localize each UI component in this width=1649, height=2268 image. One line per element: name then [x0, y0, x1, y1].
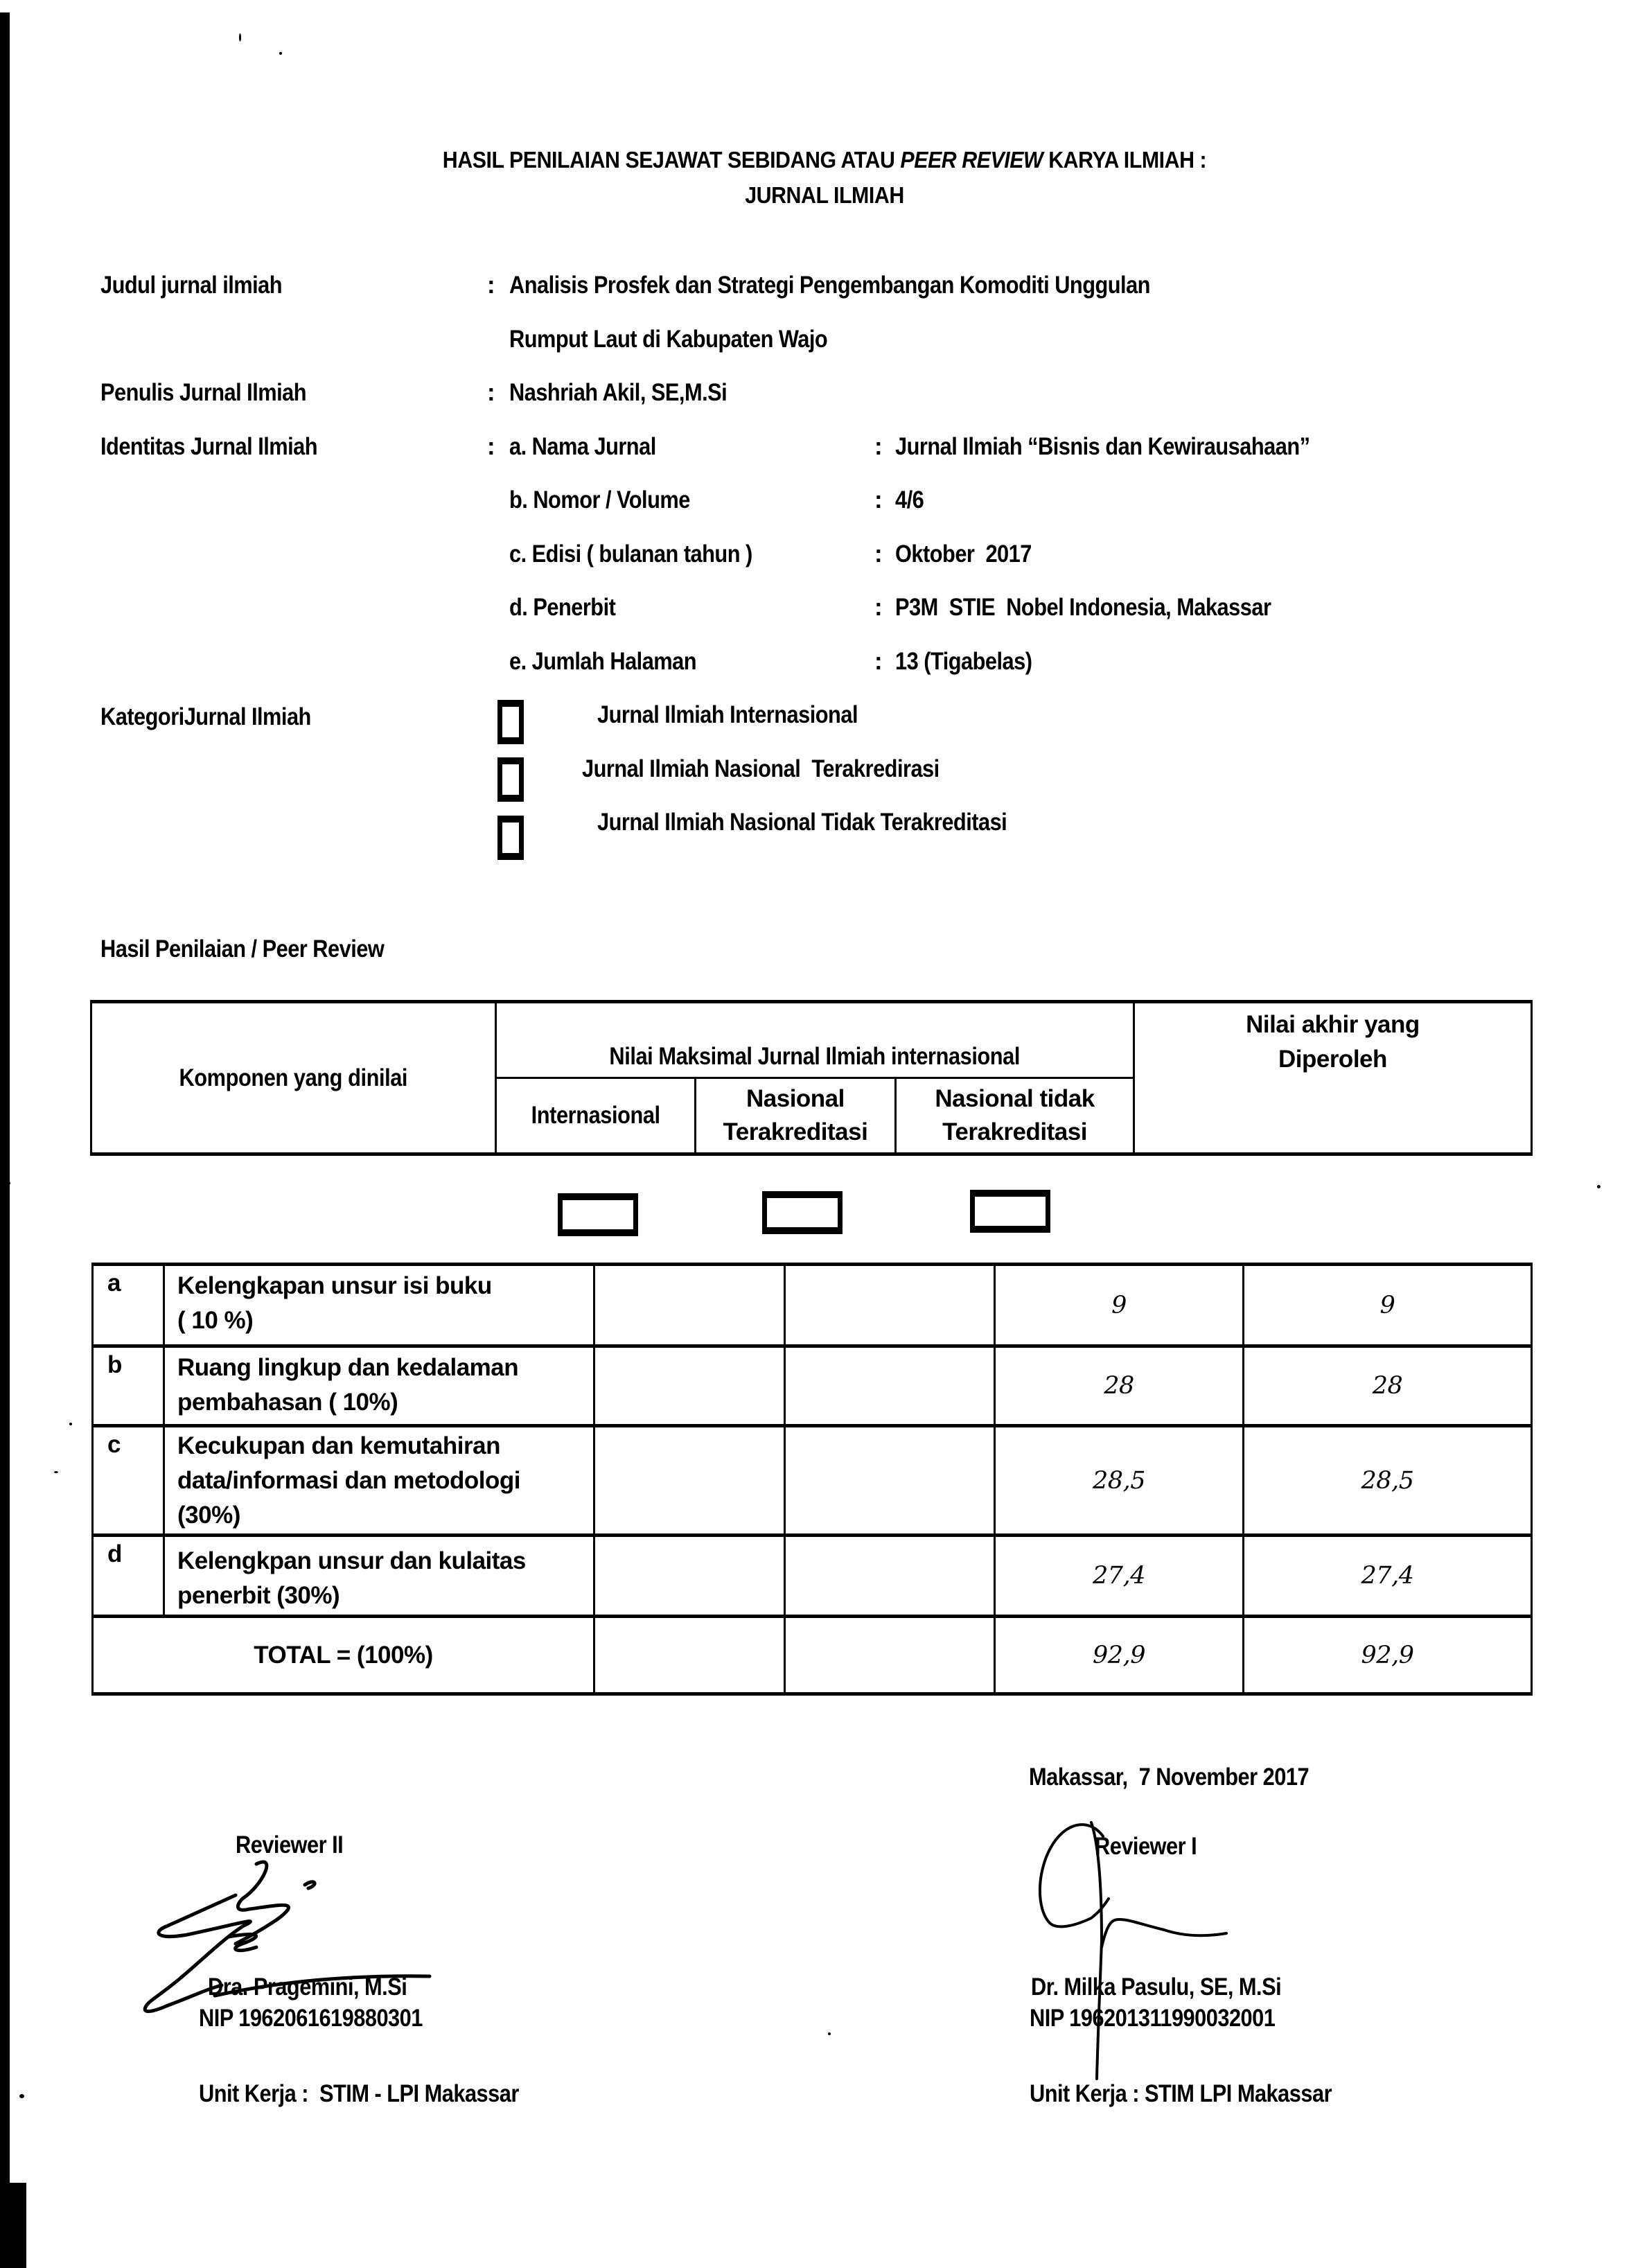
kategori-checkbox-nasional-terakreditasi[interactable] [497, 757, 524, 802]
row-komponen-line: Kecukupan dan kemutahiran [177, 1432, 500, 1459]
field-value-text: Oktober 2017 [895, 540, 1032, 568]
reviewer2-unit [199, 2080, 563, 2108]
table-row [93, 1426, 1532, 1536]
review-header-table [90, 1000, 1533, 1156]
reviewer2-nip-text: NIP 1962061619880301 [199, 2005, 423, 2032]
header-nilai-maksimal [496, 1002, 1134, 1078]
cell-internasional[interactable] [594, 1346, 785, 1426]
cell-nasional[interactable] [785, 1426, 995, 1536]
kategori-checkbox-nasional-tidak-terakreditasi[interactable] [497, 816, 524, 860]
field-label-text: d. Penerbit [509, 594, 616, 621]
row-komponen-line: pembahasan ( 10%) [177, 1389, 398, 1416]
cell-nilai-akhir[interactable]: 28,5 [1244, 1426, 1532, 1536]
cell-nasional[interactable] [785, 1536, 995, 1617]
row-key: d [93, 1536, 164, 1617]
row-komponen-line: Ruang lingkup dan kedalaman [177, 1354, 519, 1381]
document-title-line1 [66, 147, 1583, 173]
review-section-title-text: Hasil Penilaian / Peer Review [100, 935, 385, 962]
cell-internasional[interactable] [594, 1536, 785, 1617]
kategori-label [100, 703, 340, 731]
row-komponen [164, 1426, 594, 1536]
field-nama-jurnal-value [895, 433, 1366, 461]
judul-value-text2: Rumput Laut di Kabupaten Wajo [509, 326, 828, 353]
kategori-option-internasional [597, 701, 893, 729]
place-date-text: Makassar, 7 November 2017 [1029, 1764, 1310, 1791]
row-komponen [164, 1536, 594, 1617]
cell-nasional-tidak[interactable]: 9 [995, 1265, 1244, 1346]
reviewer1-signature [1025, 1802, 1303, 2107]
cell-nasional-tidak[interactable]: 27,4 [995, 1536, 1244, 1617]
penulis-label [100, 379, 335, 407]
kategori-option-text: Jurnal Ilmiah Internasional [597, 701, 858, 728]
cell-internasional[interactable] [594, 1265, 785, 1346]
field-colon: : [874, 433, 883, 460]
table-row [93, 1346, 1532, 1426]
scan-edge-shadow [0, 2183, 26, 2268]
cell-nilai-akhir[interactable]: 9 [1244, 1265, 1532, 1346]
row-komponen-line: Kelengkapan unsur isi buku [177, 1272, 492, 1299]
field-edisi-label [509, 540, 786, 568]
cell-internasional[interactable] [594, 1426, 785, 1536]
judul-colon: : [487, 272, 495, 299]
reviewer2-unit-text: Unit Kerja : STIM - LPI Makassar [199, 2080, 519, 2107]
reviewer1-unit-text: Unit Kerja : STIM LPI Makassar [1030, 2080, 1332, 2107]
row-komponen-line: penerbit (30%) [177, 1582, 340, 1609]
field-nomor-volume-label [509, 486, 714, 514]
reviewer2-role-text: Reviewer II [236, 1831, 344, 1858]
total-nasional[interactable] [785, 1617, 995, 1694]
table-row [93, 1265, 1532, 1346]
header-nasional-line1: Nasional [746, 1085, 845, 1112]
field-penerbit-label [509, 594, 630, 622]
penulis-colon: : [487, 379, 495, 406]
total-nasional-tidak[interactable]: 92,9 [995, 1617, 1244, 1694]
header-nilai-akhir [1134, 1002, 1531, 1154]
reviewer1-unit [1030, 2080, 1373, 2108]
row-komponen-line: data/informasi dan metodologi [177, 1467, 520, 1494]
scan-speck [19, 2094, 24, 2098]
cell-nilai-akhir[interactable]: 27,4 [1244, 1536, 1532, 1617]
title-prefix: HASIL PENILAIAN SEJAWAT SEBIDANG ATAU [442, 147, 901, 173]
cell-nasional-tidak[interactable]: 28,5 [995, 1426, 1244, 1536]
header-komponen [91, 1002, 496, 1154]
field-label-text: a. Nama Jurnal [509, 433, 656, 460]
header-nasional-tidak-line2: Terakreditasi [942, 1118, 1087, 1145]
field-value-text: 13 (Tigabelas) [895, 648, 1032, 675]
penulis-value [509, 379, 757, 407]
header-nasional-line2: Terakreditasi [723, 1118, 868, 1145]
title-suffix: KARYA ILMIAH : [1043, 147, 1207, 173]
total-label: TOTAL = (100%) [93, 1617, 594, 1694]
cell-nasional-tidak[interactable]: 28 [995, 1346, 1244, 1426]
field-nama-jurnal-label [509, 433, 676, 461]
field-colon: : [874, 648, 883, 675]
field-colon: : [874, 486, 883, 513]
field-jumlah-halaman-value [895, 648, 1050, 676]
header-nilai-maksimal-text: Nilai Maksimal Jurnal Ilmiah internasional [609, 1043, 1021, 1070]
reviewer2-name-text: Dra. Pragemini, M.Si [208, 1973, 407, 2001]
kategori-checkbox-internasional[interactable] [497, 700, 524, 744]
scan-speck [279, 52, 282, 55]
review-section-title [100, 935, 423, 963]
table-row [93, 1536, 1532, 1617]
total-nilai-akhir[interactable]: 92,9 [1244, 1617, 1532, 1694]
reviewer1-name-text: Dr. Milka Pasulu, SE, M.Si [1031, 1973, 1282, 2001]
reviewer2-nip [199, 2005, 453, 2032]
reviewer1-role-text: Reviewer I [1095, 1833, 1197, 1860]
reviewer2-role [236, 1831, 358, 1859]
header-nasional-tidak-terakreditasi [896, 1078, 1134, 1154]
judul-value-text1: Analisis Prosfek dan Strategi Pengembangan Komoditi Unggulan [509, 272, 1150, 299]
row-key: b [93, 1346, 164, 1426]
field-label-text: c. Edisi ( bulanan tahun ) [509, 540, 752, 568]
scan-speck [69, 1423, 72, 1425]
row-komponen-line: (30%) [177, 1502, 240, 1529]
kategori-option-text: Jurnal Ilmiah Nasional Terakredirasi [582, 755, 940, 782]
field-label-text: e. Jumlah Halaman [509, 648, 697, 675]
document-title-line2: JURNAL ILMIAH [745, 182, 904, 208]
header-komponen-text: Komponen yang dinilai [179, 1064, 408, 1091]
field-label-text: b. Nomor / Volume [509, 486, 690, 513]
column-checkbox-nasional-tidak-terakreditasi[interactable] [970, 1190, 1050, 1233]
judul-label [100, 272, 307, 299]
header-nilai-akhir-line1: Nilai akhir yang [1246, 1011, 1420, 1038]
row-komponen-line: Kelengkpan unsur dan kulaitas [177, 1547, 526, 1574]
field-colon: : [874, 540, 883, 568]
scan-edge-border [0, 12, 10, 2268]
field-edisi-value [895, 540, 1050, 568]
place-date [1029, 1764, 1347, 1791]
field-value-text: P3M STIE Nobel Indonesia, Makassar [895, 594, 1271, 621]
scan-speck [1597, 1185, 1600, 1188]
review-score-table [91, 1263, 1533, 1696]
judul-value-line1 [509, 272, 1237, 299]
row-key: c [93, 1426, 164, 1536]
reviewer1-name [1031, 1973, 1315, 2001]
judul-label-text: Judul jurnal ilmiah [100, 272, 283, 299]
field-nomor-volume-value [895, 486, 928, 514]
kategori-label-text: KategoriJurnal Ilmiah [100, 703, 311, 730]
kategori-option-text: Jurnal Ilmiah Nasional Tidak Terakreditasi [597, 809, 1007, 836]
header-internasional-text: Internasional [531, 1102, 660, 1129]
cell-nasional[interactable] [785, 1346, 995, 1426]
row-komponen [164, 1346, 594, 1426]
cell-nilai-akhir[interactable]: 28 [1244, 1346, 1532, 1426]
penulis-value-text: Nashriah Akil, SE,M.Si [509, 379, 728, 406]
reviewer1-nip-text: NIP 196201311990032001 [1030, 2005, 1276, 2032]
column-checkbox-nasional-terakreditasi[interactable] [762, 1191, 843, 1234]
identitas-colon: : [487, 433, 495, 460]
table-row-total [93, 1617, 1532, 1694]
field-value-text: Jurnal Ilmiah “Bisnis dan Kewirausahaan” [895, 433, 1310, 460]
total-internasional[interactable] [594, 1617, 785, 1694]
field-value-text: 4/6 [895, 486, 924, 513]
scan-speck [828, 2032, 831, 2035]
row-komponen [164, 1265, 594, 1346]
header-nasional-tidak-line1: Nasional tidak [935, 1085, 1095, 1112]
penulis-label-text: Penulis Jurnal Ilmiah [100, 379, 307, 406]
row-key: a [93, 1265, 164, 1346]
reviewer2-name [208, 1973, 434, 2001]
cell-nasional[interactable] [785, 1265, 995, 1346]
column-checkbox-internasional[interactable] [558, 1193, 638, 1236]
scan-speck [7, 1181, 10, 1185]
scan-speck [239, 33, 241, 42]
header-internasional [496, 1078, 696, 1154]
field-colon: : [874, 594, 883, 621]
identitas-label [100, 433, 347, 461]
scan-speck [54, 1471, 58, 1473]
field-jumlah-halaman-label [509, 648, 722, 676]
row-komponen-line: ( 10 %) [177, 1307, 254, 1334]
title-italic: PEER REVIEW [900, 147, 1043, 173]
judul-value-line2 [509, 326, 871, 353]
header-nilai-akhir-line2: Diperoleh [1278, 1046, 1387, 1073]
header-nasional-terakreditasi [695, 1078, 896, 1154]
field-penerbit-value [895, 594, 1322, 622]
reviewer1-nip [1030, 2005, 1309, 2032]
kategori-option-nasional-tidak-terakreditasi [597, 809, 1063, 836]
kategori-option-nasional-terakreditasi [582, 755, 988, 783]
identitas-label-text: Identitas Jurnal Ilmiah [100, 433, 318, 460]
